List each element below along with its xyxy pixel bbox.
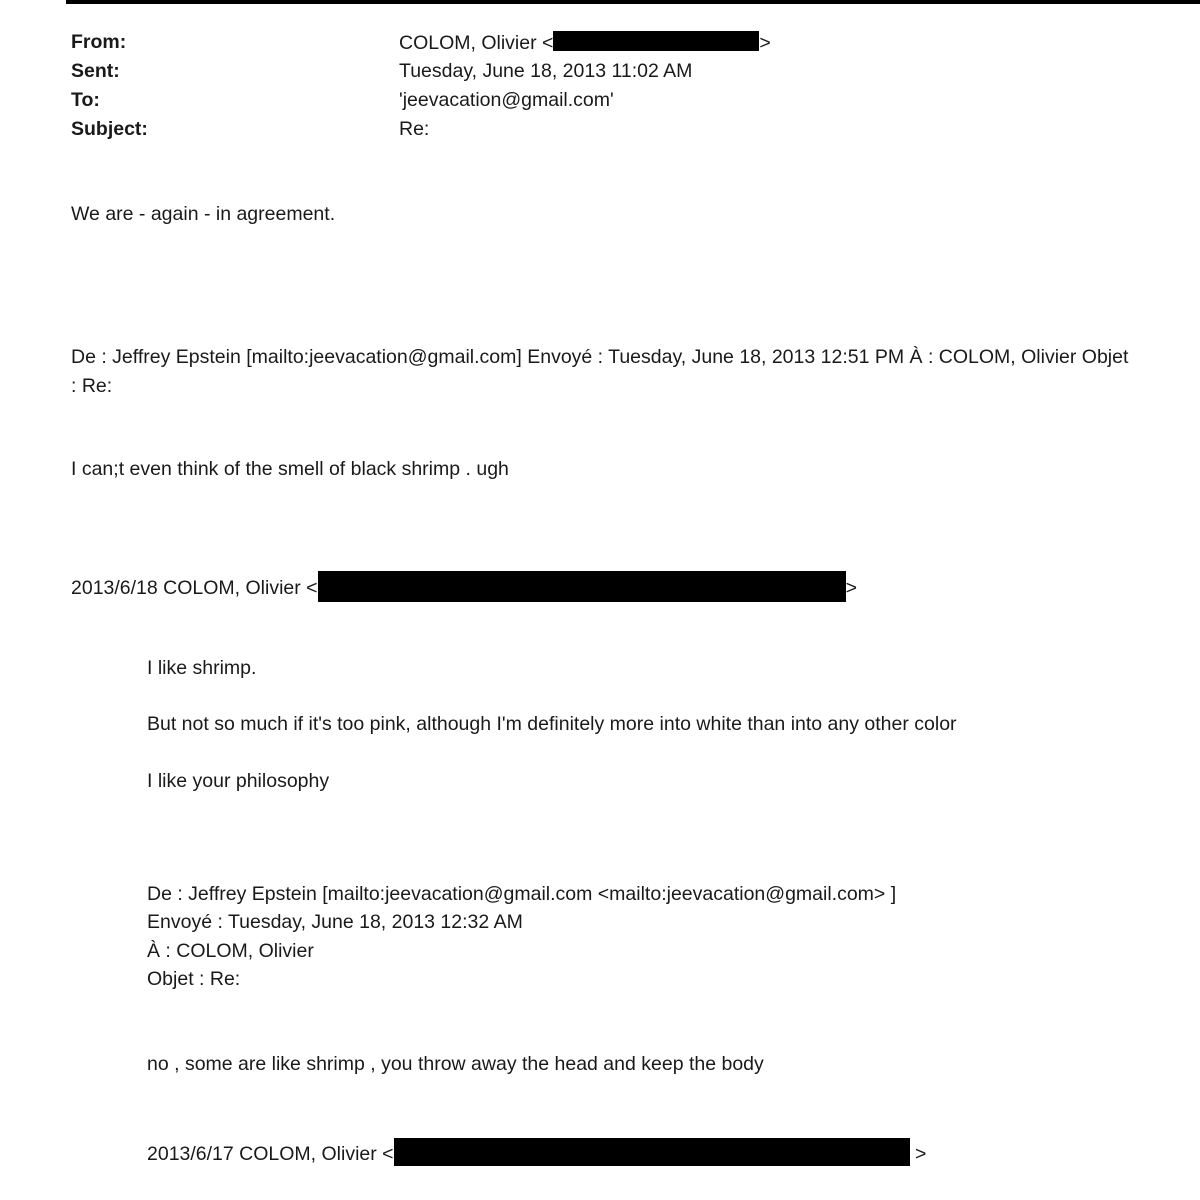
to-value: 'jeevacation@gmail.com' [399,89,614,111]
attribution-suffix: > [845,577,857,599]
to-label: To: [71,89,100,111]
attribution-prefix: 2013/6/17 COLOM, Olivier < [147,1143,394,1165]
from-name: COLOM, Olivier < [399,32,554,54]
sent-label: Sent: [71,60,120,82]
redaction-bar [318,571,846,602]
sent-value: Tuesday, June 18, 2013 11:02 AM [399,60,693,82]
reply-body: We are - again - in agreement. [71,203,336,225]
attribution-line-2 [147,1138,926,1166]
quoted-3-objet: Objet : Re: [147,968,241,990]
attribution-prefix: 2013/6/18 COLOM, Olivier < [71,577,318,599]
quoted-header-line-1: De : Jeffrey Epstein [mailto:jeevacation@gmail.com] Envoyé : Tuesday, June 18, 2013 12:51 PM À : COLOM, Olivier Objet [71,346,1129,368]
subject-label: Subject: [71,118,148,140]
subject-value: Re: [399,118,430,140]
attribution-suffix: > [909,1143,927,1165]
quoted-2-line-1: I like shrimp. [147,657,257,679]
from-label: From: [71,31,127,53]
quoted-header-line-2: : Re: [71,375,113,397]
from-value [399,31,771,54]
quoted-body-1: I can;t even think of the smell of black shrimp . ugh [71,458,509,480]
quoted-3-body: no , some are like shrimp , you throw away the head and keep the body [147,1053,764,1075]
redaction-bar [553,31,759,51]
quoted-3-a: À : COLOM, Olivier [147,940,314,962]
attribution-line-1 [71,571,857,602]
quoted-2-line-2: But not so much if it's too pink, although I'm definitely more into white than into any other color [147,713,957,735]
top-divider [66,0,1200,4]
from-bracket-close: > [759,32,771,54]
quoted-2-line-3: I like your philosophy [147,770,330,792]
redaction-bar [394,1138,910,1166]
quoted-3-de: De : Jeffrey Epstein [mailto:jeevacation@gmail.com <mailto:jeevacation@gmail.com> ] [147,883,897,905]
quoted-3-envoye: Envoyé : Tuesday, June 18, 2013 12:32 AM [147,911,523,933]
